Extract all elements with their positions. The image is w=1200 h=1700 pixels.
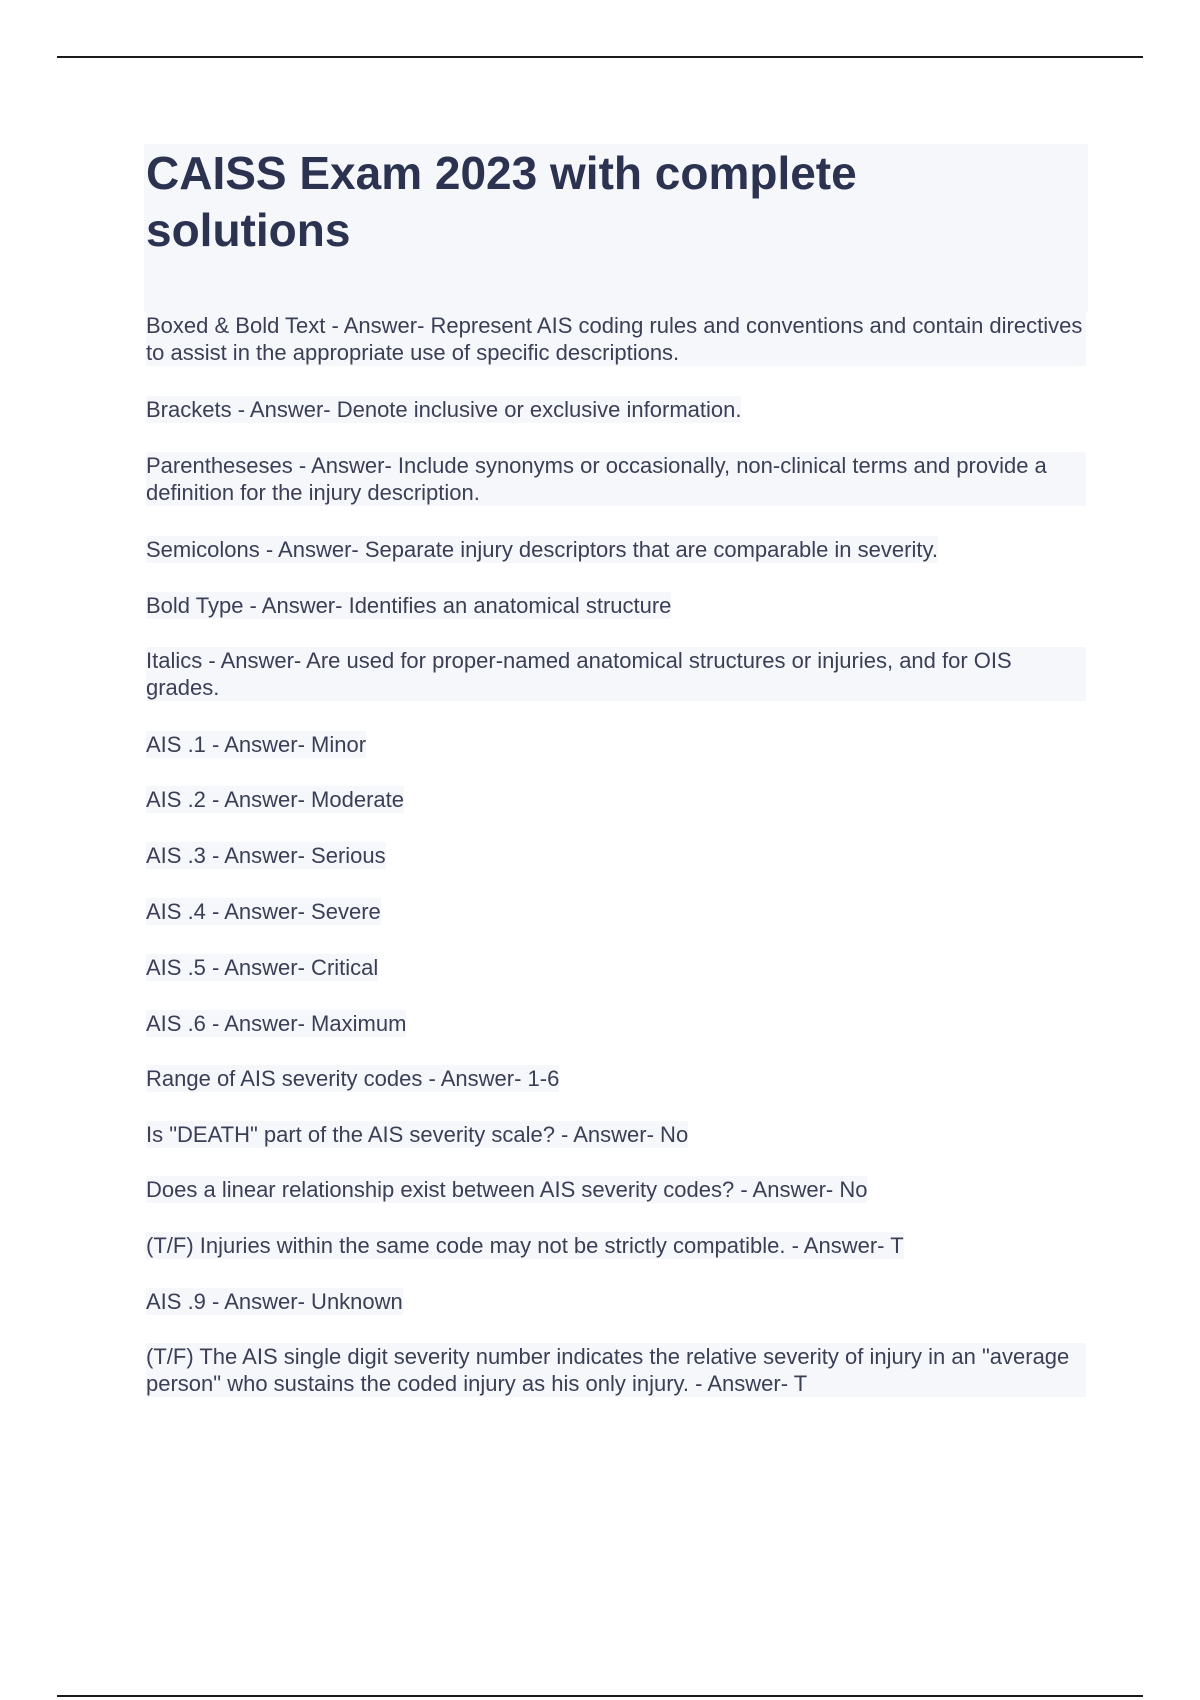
- qa-item: Does a linear relationship exist between AIS severity codes? - Answer- No: [146, 1177, 868, 1202]
- qa-item: Parentheseses - Answer- Include synonyms or occasionally, non-clinical terms and provide a definition for the injury description.: [146, 452, 1086, 506]
- qa-item: Is "DEATH" part of the AIS severity scale? - Answer- No: [146, 1122, 689, 1147]
- qa-item: AIS .6 - Answer- Maximum: [146, 1011, 407, 1036]
- qa-item: Boxed & Bold Text - Answer- Represent AIS coding rules and conventions and contain directives to assist in the appropriate use of specific descriptions.: [146, 312, 1086, 366]
- qa-item: Bold Type - Answer- Identifies an anatomical structure: [146, 593, 672, 618]
- qa-item: AIS .4 - Answer- Severe: [146, 899, 381, 924]
- qa-item: Semicolons - Answer- Separate injury descriptors that are comparable in severity.: [146, 537, 938, 562]
- qa-item: Range of AIS severity codes - Answer- 1-6: [146, 1066, 560, 1091]
- qa-item: Italics - Answer- Are used for proper-named anatomical structures or injuries, and for OIS grades.: [146, 647, 1086, 701]
- qa-item: (T/F) Injuries within the same code may not be strictly compatible. - Answer- T: [146, 1233, 904, 1258]
- document-title: CAISS Exam 2023 with complete solutions: [146, 147, 857, 256]
- top-rule: [57, 56, 1143, 58]
- qa-item: AIS .5 - Answer- Critical: [146, 955, 379, 980]
- bottom-rule: [57, 1695, 1143, 1697]
- qa-item: Brackets - Answer- Denote inclusive or exclusive information.: [146, 397, 742, 422]
- qa-item: AIS .9 - Answer- Unknown: [146, 1289, 403, 1314]
- qa-item: (T/F) The AIS single digit severity number indicates the relative severity of injury in an "average person" who sustains the coded injury as his only injury. - Answer- T: [146, 1343, 1086, 1397]
- qa-item: AIS .2 - Answer- Moderate: [146, 787, 404, 812]
- qa-item: AIS .1 - Answer- Minor: [146, 732, 367, 757]
- qa-item: AIS .3 - Answer- Serious: [146, 843, 386, 868]
